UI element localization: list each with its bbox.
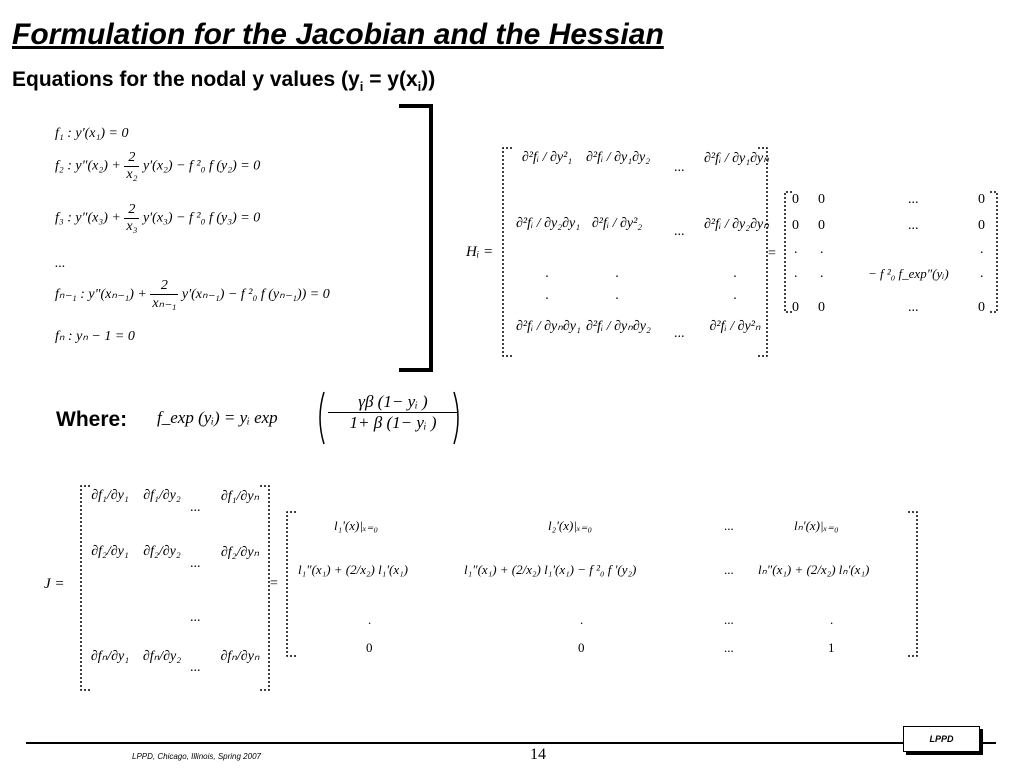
hessian-label: Hᵢ = xyxy=(466,244,494,260)
hessian-dot-1: . xyxy=(545,266,549,281)
hessian-dot-5: . xyxy=(545,288,549,303)
where-right-paren xyxy=(452,390,464,446)
rhs-4-4: . xyxy=(980,266,984,281)
hessian-left-bracket xyxy=(500,146,514,358)
jrhs-1-4: lₙ'(x)|ₓ₌₀ xyxy=(794,518,839,533)
subtitle-end: )) xyxy=(421,68,436,91)
footer-rule xyxy=(26,742,996,744)
rhs-4-2: . xyxy=(820,266,824,281)
hessian-cell-2-3: ... xyxy=(674,224,685,239)
equation-fn: fₙ : yₙ − 1 = 0 xyxy=(55,329,135,344)
rhs-5-4: 0 xyxy=(978,300,985,315)
hessian-cell-n-2: ∂²fᵢ / ∂yₙ∂y₂ xyxy=(586,319,651,334)
rhs-4-1: . xyxy=(794,266,798,281)
fraction-denominator: x₂ xyxy=(126,167,138,182)
hessian-dot-2: . xyxy=(615,266,619,281)
where-left-paren xyxy=(314,390,326,446)
where-numerator: γβ (1− yᵢ ) xyxy=(328,392,458,413)
jrhs-4-4: 1 xyxy=(828,640,835,655)
jac-1-4: ∂f₁/∂yₙ xyxy=(220,489,260,504)
where-denominator: 1+ β (1− yᵢ ) xyxy=(349,413,437,432)
jac-2-4: ∂f₂/∂yₙ xyxy=(220,545,260,560)
hessian-equals: = xyxy=(768,246,776,261)
fraction-numerator: 2 xyxy=(124,150,139,167)
jac-3-3: ... xyxy=(190,610,201,625)
system-bracket xyxy=(395,104,441,372)
rhs-2-3: ... xyxy=(908,218,919,233)
jrhs-1-1: l₁'(x)|ₓ₌₀ xyxy=(334,518,378,533)
equation-fn1-rhs: y'(xₙ₋₁) − f ²₀ f (yₙ₋₁)) = 0 xyxy=(181,287,330,303)
rhs-5-1: 0 xyxy=(792,300,799,315)
jrhs-3-2: . xyxy=(580,612,584,627)
lppd-logo: LPPD xyxy=(903,726,980,752)
jrhs-3-4: . xyxy=(830,612,834,627)
subtitle-sub-i: i xyxy=(359,79,364,95)
rhs-1-2: 0 xyxy=(818,192,825,207)
hessian-cell-n-1: ∂²fᵢ / ∂yₙ∂y₁ xyxy=(516,319,581,334)
jrhs-2-2: l₁"(x₁) + (2/x₂) l₁'(x₁) − f ²₀ f '(y₂) xyxy=(464,562,637,577)
jac-1-1: ∂f₁/∂y₁ xyxy=(91,488,129,503)
jrhs-1-2: l₂'(x)|ₓ₌₀ xyxy=(548,518,592,533)
hessian-dot-4: . xyxy=(733,266,737,281)
jac-2-1: ∂f₂/∂y₁ xyxy=(91,544,129,559)
jacobian-equals: = xyxy=(270,576,278,591)
jac-1-3: ... xyxy=(190,500,201,515)
hessian-cell-n-4: ∂²fᵢ / ∂y²ₙ xyxy=(709,319,761,334)
fraction-denominator: xₙ₋₁ xyxy=(152,296,177,311)
hessian-dot-8: . xyxy=(733,288,737,303)
equation-f3 xyxy=(55,202,260,235)
equation-f2 xyxy=(55,150,260,183)
jrhs-3-3: ... xyxy=(724,612,734,627)
equation-f2-fraction xyxy=(124,150,139,183)
rhs-5-2: 0 xyxy=(818,300,825,315)
rhs-3-1: . xyxy=(794,242,798,257)
hessian-rhs-left-bracket xyxy=(782,190,794,314)
jac-2-2: ∂f₂/∂y₂ xyxy=(143,544,181,559)
hessian-cell-2-2: ∂²fᵢ / ∂y²₂ xyxy=(591,216,643,231)
jac-n-4: ∂fₙ/∂yₙ xyxy=(220,649,260,664)
slide-title: Formulation for the Jacobian and the Hessian xyxy=(12,18,664,51)
page-number: 14 xyxy=(530,746,546,763)
jrhs-4-3: ... xyxy=(724,640,734,655)
jac-n-3: ... xyxy=(190,660,201,675)
equation-f3-fraction xyxy=(124,202,139,235)
rhs-3-4: . xyxy=(980,242,984,257)
jac-1-2: ∂f₁/∂y₂ xyxy=(143,488,181,503)
equation-f2-lhs: f₂ : y"(x₂) + xyxy=(55,158,121,174)
rhs-1-4: 0 xyxy=(978,192,985,207)
jrhs-2-4: lₙ"(x₁) + (2/x₂) lₙ'(x₁) xyxy=(758,562,870,577)
where-fraction xyxy=(328,392,458,433)
jrhs-3-1: . xyxy=(368,612,372,627)
hessian-cell-1-1: ∂²fᵢ / ∂y²₁ xyxy=(521,150,573,165)
rhs-3-2: . xyxy=(820,242,824,257)
jac-2-3: ... xyxy=(190,556,201,571)
subtitle-sub-i2: i xyxy=(417,79,422,95)
jrhs-4-2: 0 xyxy=(578,640,585,655)
where-lhs: f_exp (yᵢ) = yᵢ exp xyxy=(157,408,278,427)
jrhs-2-1: l₁"(x₁) + (2/x₂) l₁'(x₁) xyxy=(298,562,408,577)
rhs-2-1: 0 xyxy=(792,218,799,233)
fraction-numerator: 2 xyxy=(124,202,139,219)
hessian-cell-n-3: ... xyxy=(674,326,685,341)
jac-n-1: ∂fₙ/∂y₁ xyxy=(90,649,130,664)
equation-fn1-fraction xyxy=(150,278,178,312)
equation-fn-minus-1 xyxy=(55,278,330,312)
equation-f1: f₁ : y'(x₁) = 0 xyxy=(55,126,129,141)
subtitle-mid: = y(x xyxy=(363,68,418,91)
jacobian-label: J = xyxy=(44,576,65,592)
hessian-cell-2-1: ∂²fᵢ / ∂y₂∂y₁ xyxy=(516,216,581,231)
rhs-4-3: − f ²₀ f_exp"(yᵢ) xyxy=(868,266,949,281)
jrhs-1-3: ... xyxy=(724,518,734,533)
hessian-cell-1-4: ∂²fᵢ / ∂y₁∂yₙ xyxy=(704,151,769,166)
jacobian-rhs-right-bracket xyxy=(906,510,920,658)
hessian-rhs-right-bracket xyxy=(988,190,1000,314)
jacobian-rhs-left-bracket xyxy=(284,510,298,658)
rhs-2-4: 0 xyxy=(978,218,985,233)
hessian-cell-1-3: ... xyxy=(674,160,685,175)
jac-n-2: ∂fₙ/∂y₂ xyxy=(142,649,182,664)
rhs-1-3: ... xyxy=(908,192,919,207)
slide-subtitle xyxy=(12,68,435,94)
rhs-5-3: ... xyxy=(908,300,919,315)
equation-f3-rhs: y'(x₃) − f ²₀ f (y₃) = 0 xyxy=(142,210,261,226)
hessian-cell-1-2: ∂²fᵢ / ∂y₁∂y₂ xyxy=(586,150,651,165)
subtitle-text: Equations for the nodal y values (y xyxy=(12,68,360,91)
hessian-dot-6: . xyxy=(615,288,619,303)
fraction-denominator: x₃ xyxy=(126,219,138,234)
fraction-numerator: 2 xyxy=(150,278,178,295)
rhs-2-2: 0 xyxy=(818,218,825,233)
hessian-cell-2-4: ∂²fᵢ / ∂y₂∂yₙ xyxy=(704,217,769,232)
equation-dots: ... xyxy=(55,256,66,271)
rhs-1-1: 0 xyxy=(792,192,799,207)
equation-fn1-lhs: fₙ₋₁ : y"(xₙ₋₁) + xyxy=(55,287,147,303)
jrhs-4-1: 0 xyxy=(366,640,373,655)
jrhs-2-3: ... xyxy=(724,562,734,577)
equation-f3-lhs: f₃ : y"(x₃) + xyxy=(55,210,121,226)
footer-credit: LPPD, Chicago, Illinois, Spring 2007 xyxy=(132,752,261,761)
where-label: Where: xyxy=(56,408,128,431)
equation-f2-rhs: y'(x₂) − f ²₀ f (y₂) = 0 xyxy=(142,158,261,174)
